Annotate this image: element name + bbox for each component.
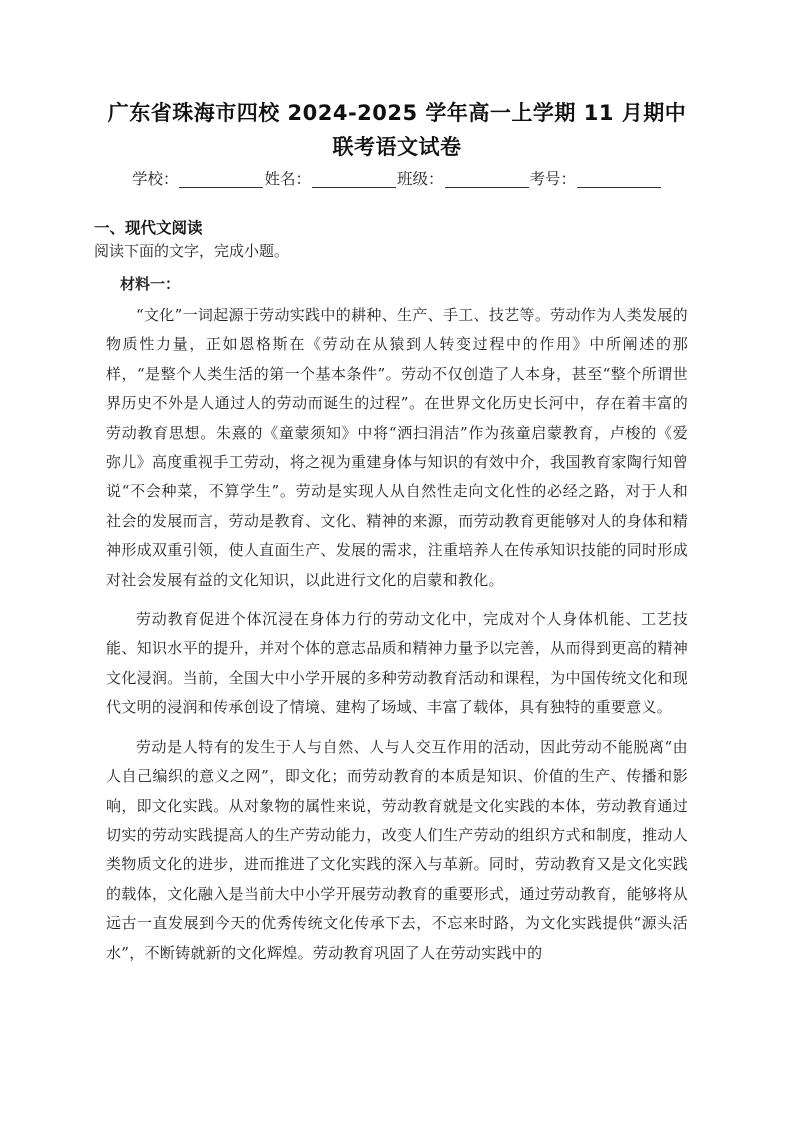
name-label: 姓名： bbox=[264, 170, 311, 188]
name-field bbox=[264, 167, 397, 191]
paragraph-3: 劳动是人特有的发生于人与自然、人与人交互作用的活动，因此劳动不能脱离“由人自己编织的意义之网”，即文化；而劳动教育的本质是知识、价值的生产、传播和影响，即文化实践。从对象物的属性来说，劳动教育就是文化实践的本体，劳动教育通过切实的劳动实践提高人的生产劳动能力，改变人们生产劳动的组织方式和制度，推动人类物质文化的进步，进而推进了文化实践的深入与革新。同时，劳动教育又是文化实践的载体，文化融入是当前大中小学开展劳动教育的重要形式，通过劳动教育，能够将从远古一直发展到今天的优秀传统文化传承下去，不忘来时路，为文化实践提供“源头活水”，不断铸就新的文化辉煌。劳动教育巩固了人在劳动实践中的 bbox=[106, 737, 688, 962]
paragraph-1: “文化”一词起源于劳动实践中的耕种、生产、手工、技艺等。劳动作为人类发展的物质性力量，正如恩格斯在《劳动在从猿到人转变过程中的作用》中所阐述的那样，“是整个人类生活的第一个基本条件”。劳动不仅创造了人本身，甚至“整个所谓世界历史不外是人通过人的劳动而诞生的过程”。在世界文化历史长河中，存在着丰富的劳动教育思想。朱熹的《童蒙须知》中将“洒扫涓洁”作为孩童启蒙教育，卢梭的《爱弥儿》高度重视手工劳动，将之视为重建身体与知识的有效中介，我国教育家陶行知曾说“不会种菜，不算学生”。劳动是实现人从自然性走向文化性的必经之路，对于人和社会的发展而言，劳动是教育、文化、精神的来源，而劳动教育更能够对人的身体和精神形成双重引领，使人直面生产、发展的需求，注重培养人在传承知识技能的同时形成对社会发展有益的文化知识，以此进行文化的启蒙和教化。 bbox=[106, 306, 688, 589]
exam-title: 广东省珠海市四校 2024-2025 学年高一上学期 11 月期中联考语文试卷 bbox=[107, 101, 687, 159]
section-heading: 一、现代文阅读 bbox=[94, 219, 203, 237]
exam-number-label: 考号： bbox=[529, 170, 577, 188]
class-label: 班级： bbox=[397, 170, 444, 188]
name-blank[interactable] bbox=[312, 169, 396, 188]
exam-number-blank[interactable] bbox=[577, 169, 661, 188]
school-label: 学校： bbox=[131, 170, 179, 188]
student-info-row bbox=[106, 167, 688, 191]
exam-number-field bbox=[530, 167, 663, 191]
class-field bbox=[397, 167, 530, 191]
material-label: 材料一： bbox=[120, 275, 181, 293]
school-blank[interactable] bbox=[179, 169, 263, 188]
paragraph-2: 劳动教育促进个体沉浸在身体力行的劳动文化中，完成对个人身体机能、工艺技能、知识水平的提升，并对个体的意志品质和精神力量予以完善，从而得到更高的精神文化浸润。当前，全国大中小学开展的多种劳动教育活动和课程，为中国传统文化和现代文明的浸润和传承创设了情境、建构了场域、丰富了载体，具有独特的重要意义。 bbox=[106, 610, 688, 717]
class-blank[interactable] bbox=[445, 169, 529, 188]
instruction-text: 阅读下面的文字，完成小题。 bbox=[94, 242, 290, 260]
school-field bbox=[132, 167, 265, 191]
